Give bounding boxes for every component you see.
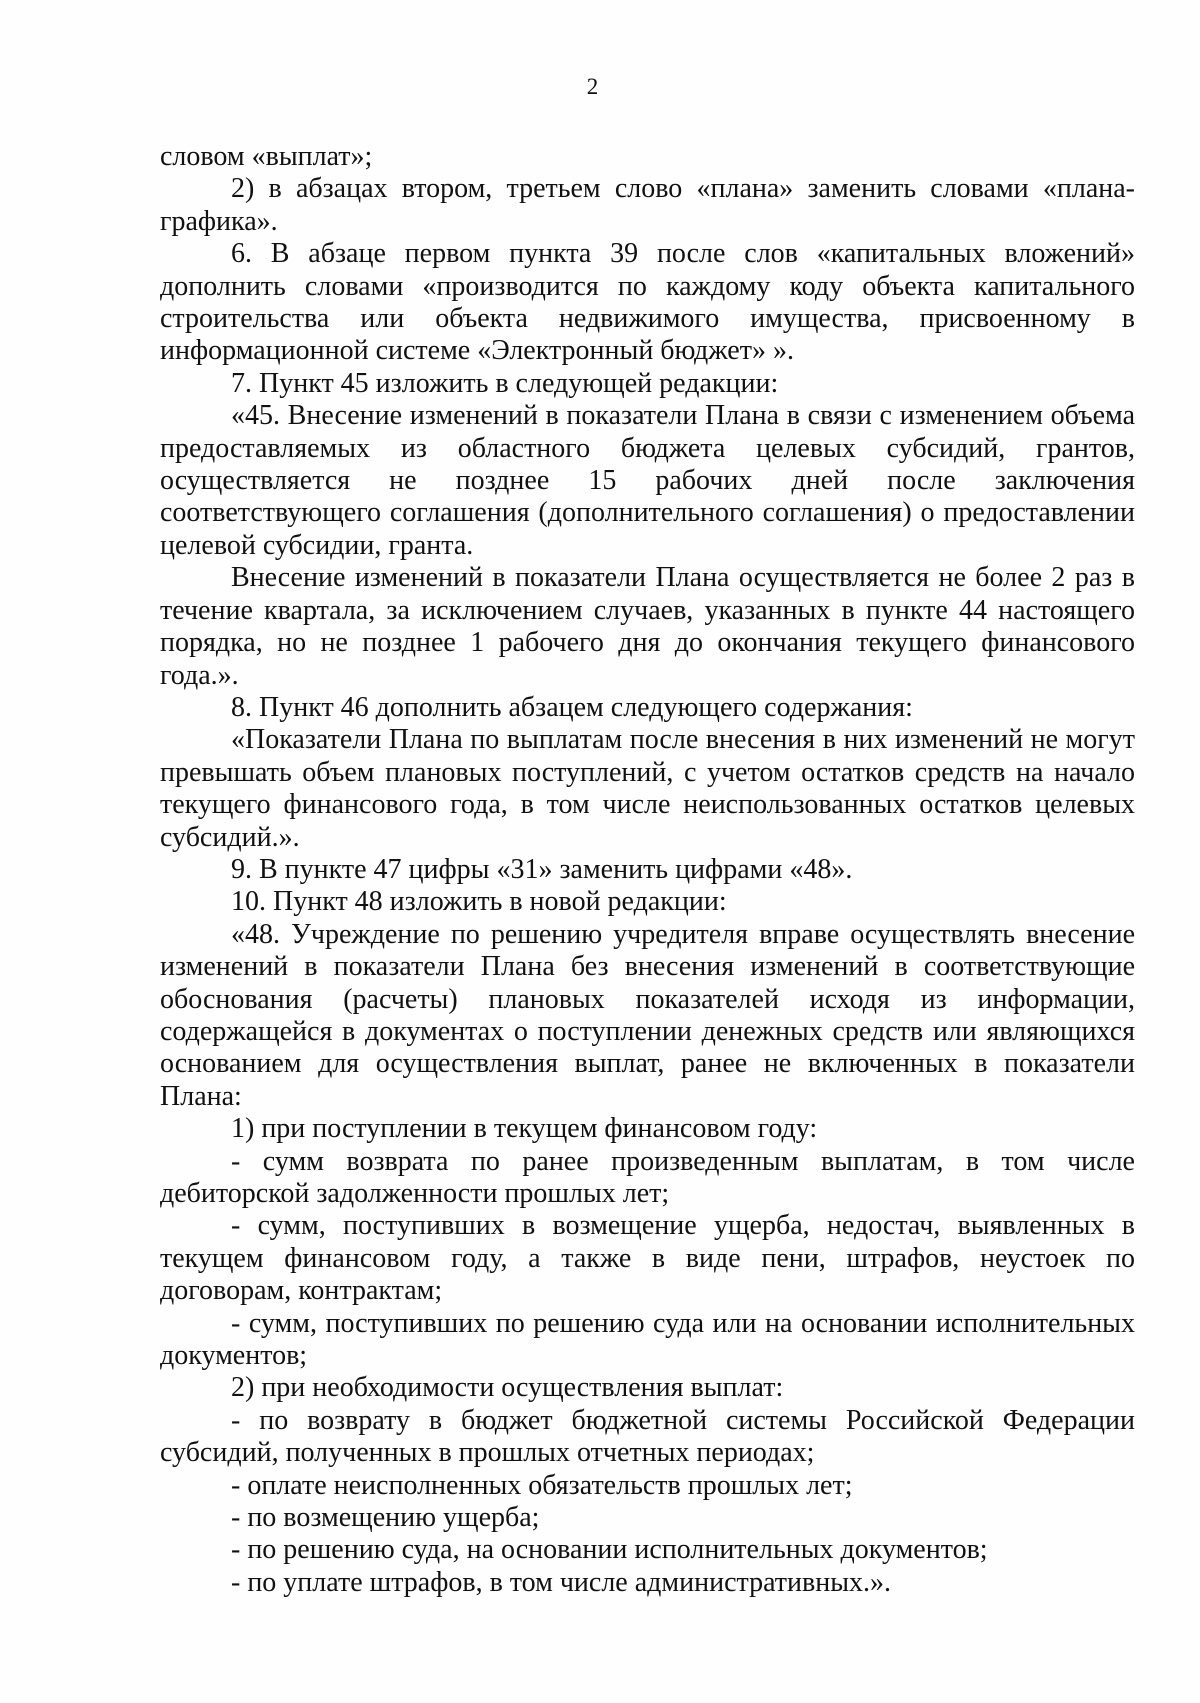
paragraph: 10. Пункт 48 изложить в новой редакции: [231, 886, 727, 918]
paragraph: - по решению суда, на основании исполнительных документов; [231, 1534, 988, 1566]
paragraph: 8. Пункт 46 дополнить абзацем следующего содержания: [231, 691, 913, 723]
paragraph: 2) в абзацах втором, третьем слово «плана» заменить словами «плана-графика». [160, 173, 1135, 237]
paragraph: 1) при поступлении в текущем финансовом году: [231, 1113, 818, 1145]
paragraph: - сумм, поступивших по решению суда или на основании исполнительных документов; [160, 1307, 1135, 1372]
paragraph: 2) при необходимости осуществления выплат: [231, 1372, 784, 1404]
paragraph: «Показатели Плана по выплатам после внесения в них изменений не могут превышать объем плановых поступлений, с учетом остатков средств на начало текущего финансового года, в том числе неиспользованных остатков целевых субсидий.». [160, 724, 1135, 853]
document-body [160, 141, 1135, 1599]
page-number: 2 [586, 74, 599, 99]
paragraph: - сумм, поступивших в возмещение ущерба, недостач, выявленных в текущем финансовом году, а также в виде пени, штрафов, неустоек по договорам, контрактам; [160, 1210, 1135, 1307]
paragraph: - по уплате штрафов, в том числе административных.». [231, 1566, 892, 1598]
paragraph: 6. В абзаце первом пункта 39 после слов «капитальных вложений» дополнить словами «производится по каждому коду объекта капитального строительства или объекта недвижимого имущества, присвоенному в информационной системе «Электронный бюджет» ». [160, 238, 1135, 367]
paragraph: - по возврату в бюджет бюджетной системы Российской Федерации субсидий, полученных в прошлых отчетных периодах; [160, 1404, 1135, 1469]
paragraph: словом «выплат»; [160, 141, 373, 172]
paragraph: Внесение изменений в показатели Плана осуществляется не более 2 раз в течение квартала, за исключением случаев, указанных в пункте 44 настоящего порядка, но не позднее 1 рабочего дня до окончания текущего финансового года.». [160, 562, 1135, 691]
paragraph: 7. Пункт 45 изложить в следующей редакции: [231, 367, 779, 399]
paragraph: - по возмещению ущерба; [231, 1502, 540, 1534]
paragraph: «48. Учреждение по решению учредителя вправе осуществлять внесение изменений в показатели Плана без внесения изменений в соответствующие обоснования (расчеты) плановых показателей исходя из информации, содержащейся в документах о поступлении денежных средств или являющихся основанием для осуществления выплат, ранее не включенных в показатели Плана: [160, 918, 1135, 1112]
paragraph: - оплате неисполненных обязательств прошлых лет; [231, 1469, 853, 1501]
paragraph: «45. Внесение изменений в показатели Плана в связи с изменением объема предоставляемых из областного бюджета целевых субсидий, грантов, осуществляется не позднее 15 рабочих дней после заключения соответствующего соглашения (дополнительного соглашения) о предоставлении целевой субсидии, гранта. [160, 400, 1135, 561]
paragraph: - сумм возврата по ранее произведенным выплатам, в том числе дебиторской задолженности прошлых лет; [160, 1145, 1135, 1209]
paragraph: 9. В пункте 47 цифры «31» заменить цифрами «48». [231, 853, 853, 885]
